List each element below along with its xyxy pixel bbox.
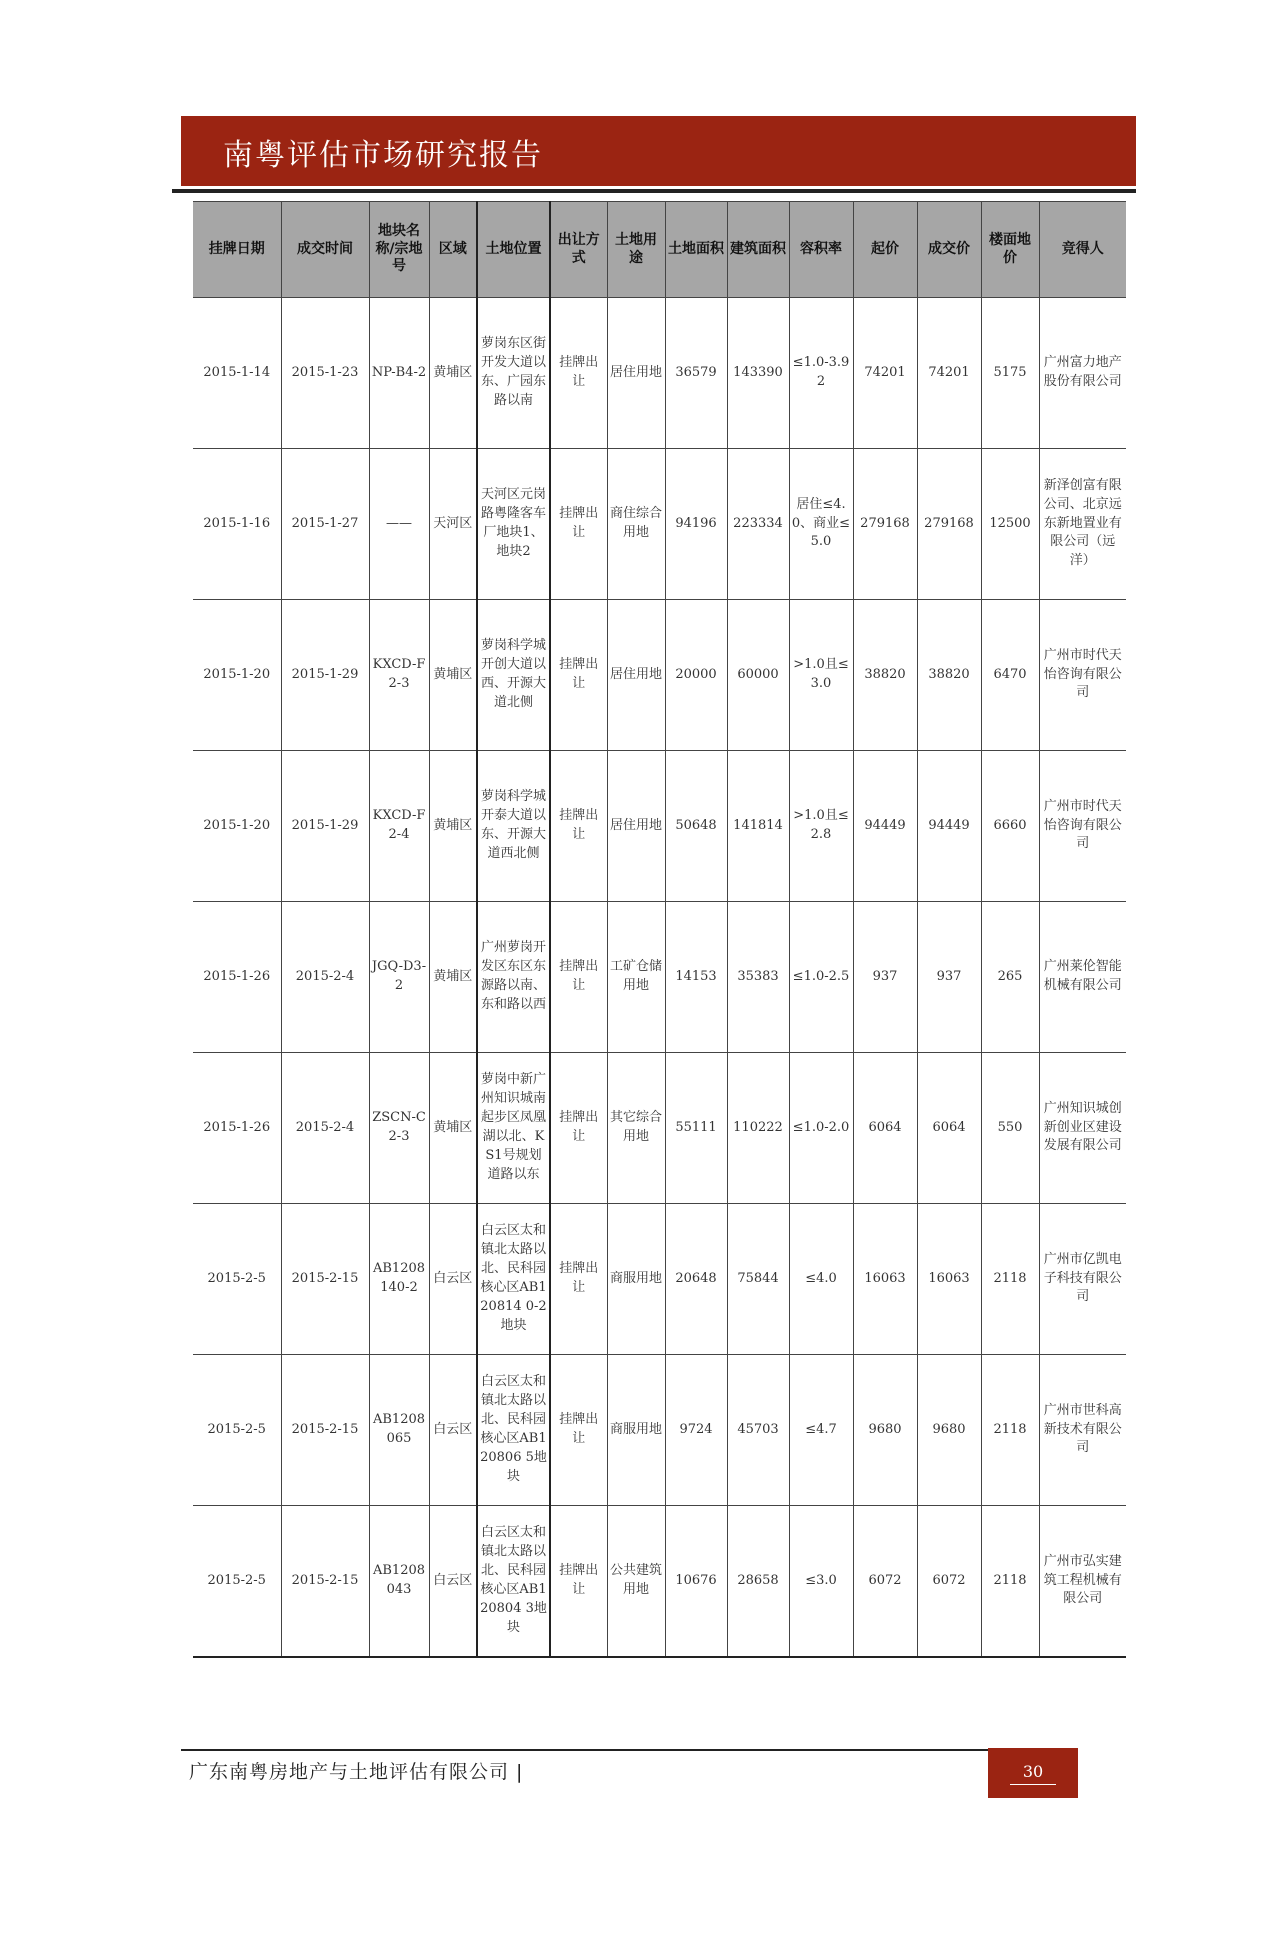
- land-area-cell: 50648: [665, 751, 727, 902]
- deal-price-cell: 38820: [917, 600, 981, 751]
- starting-price-cell: 94449: [853, 751, 917, 902]
- transfer-method-cell: 挂牌出让: [550, 600, 607, 751]
- plot-ratio-cell: ≤4.7: [789, 1355, 853, 1506]
- floor-price-cell: 550: [981, 1053, 1039, 1204]
- report-title: 南粤评估市场研究报告: [223, 138, 543, 173]
- plot-ratio-cell: >1.0且≤2.8: [789, 751, 853, 902]
- location-cell: 萝岗东区街开发大道以东、广园东路以南: [477, 298, 550, 449]
- parcel-id-cell: KXCD-F2-3: [369, 600, 429, 751]
- winner-cell: 广州富力地产股份有限公司: [1039, 298, 1126, 449]
- footer-divider: [181, 1749, 990, 1751]
- building-area-cell: 45703: [727, 1355, 789, 1506]
- col-header: 土地面积: [665, 202, 727, 298]
- parcel-id-cell: ZSCN-C2-3: [369, 1053, 429, 1204]
- plot-ratio-cell: ≤1.0-3.92: [789, 298, 853, 449]
- starting-price-cell: 6072: [853, 1506, 917, 1658]
- transfer-method-cell: 挂牌出让: [550, 902, 607, 1053]
- land-use-cell: 工矿仓储用地: [607, 902, 665, 1053]
- location-cell: 萝岗科学城开泰大道以东、开源大道西北侧: [477, 751, 550, 902]
- starting-price-cell: 279168: [853, 449, 917, 600]
- transfer-method-cell: 挂牌出让: [550, 1506, 607, 1658]
- plot-ratio-cell: >1.0且≤3.0: [789, 600, 853, 751]
- starting-price-cell: 38820: [853, 600, 917, 751]
- starting-price-cell: 74201: [853, 298, 917, 449]
- table-row: [193, 1355, 1126, 1506]
- deal-price-cell: 279168: [917, 449, 981, 600]
- col-header: 竞得人: [1039, 202, 1126, 298]
- deal-price-cell: 16063: [917, 1204, 981, 1355]
- floor-price-cell: 2118: [981, 1355, 1039, 1506]
- location-cell: 广州萝岗开发区东区东源路以南、东和路以西: [477, 902, 550, 1053]
- listing-date-cell: 2015-1-26: [193, 1053, 281, 1204]
- land-transactions-table-container: [193, 201, 1126, 1658]
- parcel-id-cell: AB1208043: [369, 1506, 429, 1658]
- table-header-row: [193, 202, 1126, 298]
- table-row: [193, 298, 1126, 449]
- listing-date-cell: 2015-1-20: [193, 751, 281, 902]
- deal-price-cell: 6064: [917, 1053, 981, 1204]
- location-cell: 白云区太和镇北太路以北、民科园核心区AB120804 3地块: [477, 1506, 550, 1658]
- building-area-cell: 141814: [727, 751, 789, 902]
- building-area-cell: 35383: [727, 902, 789, 1053]
- building-area-cell: 60000: [727, 600, 789, 751]
- floor-price-cell: 12500: [981, 449, 1039, 600]
- district-cell: 白云区: [429, 1355, 477, 1506]
- header-divider: [172, 189, 1136, 193]
- winner-cell: 广州市弘实建筑工程机械有限公司: [1039, 1506, 1126, 1658]
- listing-date-cell: 2015-2-5: [193, 1204, 281, 1355]
- col-header: 起价: [853, 202, 917, 298]
- district-cell: 白云区: [429, 1506, 477, 1658]
- parcel-id-cell: KXCD-F2-4: [369, 751, 429, 902]
- starting-price-cell: 6064: [853, 1053, 917, 1204]
- land-use-cell: 居住用地: [607, 600, 665, 751]
- table-row: [193, 1053, 1126, 1204]
- deal-price-cell: 937: [917, 902, 981, 1053]
- winner-cell: 广州市世科高新技术有限公司: [1039, 1355, 1126, 1506]
- listing-date-cell: 2015-2-5: [193, 1506, 281, 1658]
- land-use-cell: 商住综合用地: [607, 449, 665, 600]
- location-cell: 白云区太和镇北太路以北、民科园核心区AB120814 0-2地块: [477, 1204, 550, 1355]
- winner-cell: 广州市亿凯电子科技有限公司: [1039, 1204, 1126, 1355]
- deal-date-cell: 2015-2-15: [281, 1204, 369, 1355]
- winner-cell: 新泽创富有限公司、北京远东新地置业有限公司（远洋）: [1039, 449, 1126, 600]
- page-number: 30: [1022, 1762, 1044, 1781]
- winner-cell: 广州知识城创新创业区建设发展有限公司: [1039, 1053, 1126, 1204]
- land-area-cell: 10676: [665, 1506, 727, 1658]
- district-cell: 黄埔区: [429, 600, 477, 751]
- district-cell: 天河区: [429, 449, 477, 600]
- parcel-id-cell: JGQ-D3-2: [369, 902, 429, 1053]
- winner-cell: 广州莱伦智能机械有限公司: [1039, 902, 1126, 1053]
- col-header: 容积率: [789, 202, 853, 298]
- table-row: [193, 600, 1126, 751]
- deal-date-cell: 2015-2-15: [281, 1506, 369, 1658]
- col-header: 土地位置: [477, 202, 550, 298]
- table-row: [193, 751, 1126, 902]
- floor-price-cell: 6470: [981, 600, 1039, 751]
- deal-date-cell: 2015-2-4: [281, 1053, 369, 1204]
- listing-date-cell: 2015-1-26: [193, 902, 281, 1053]
- building-area-cell: 28658: [727, 1506, 789, 1658]
- transfer-method-cell: 挂牌出让: [550, 298, 607, 449]
- land-area-cell: 20648: [665, 1204, 727, 1355]
- district-cell: 黄埔区: [429, 902, 477, 1053]
- parcel-id-cell: AB1208065: [369, 1355, 429, 1506]
- starting-price-cell: 16063: [853, 1204, 917, 1355]
- location-cell: 萝岗科学城开创大道以西、开源大道北侧: [477, 600, 550, 751]
- district-cell: 黄埔区: [429, 1053, 477, 1204]
- col-header: 土地用途: [607, 202, 665, 298]
- starting-price-cell: 9680: [853, 1355, 917, 1506]
- starting-price-cell: 937: [853, 902, 917, 1053]
- col-header: 建筑面积: [727, 202, 789, 298]
- plot-ratio-cell: ≤3.0: [789, 1506, 853, 1658]
- transfer-method-cell: 挂牌出让: [550, 449, 607, 600]
- land-transactions-table: [193, 201, 1126, 1658]
- deal-date-cell: 2015-2-4: [281, 902, 369, 1053]
- col-header: 出让方式: [550, 202, 607, 298]
- land-use-cell: 商服用地: [607, 1204, 665, 1355]
- deal-price-cell: 6072: [917, 1506, 981, 1658]
- floor-price-cell: 2118: [981, 1204, 1039, 1355]
- location-cell: 白云区太和镇北太路以北、民科园核心区AB120806 5地块: [477, 1355, 550, 1506]
- transfer-method-cell: 挂牌出让: [550, 1355, 607, 1506]
- table-row: [193, 902, 1126, 1053]
- deal-date-cell: 2015-1-27: [281, 449, 369, 600]
- land-area-cell: 20000: [665, 600, 727, 751]
- parcel-id-cell: NP-B4-2: [369, 298, 429, 449]
- floor-price-cell: 265: [981, 902, 1039, 1053]
- listing-date-cell: 2015-1-20: [193, 600, 281, 751]
- col-header: 楼面地价: [981, 202, 1039, 298]
- winner-cell: 广州市时代天怡咨询有限公司: [1039, 600, 1126, 751]
- deal-price-cell: 94449: [917, 751, 981, 902]
- land-area-cell: 55111: [665, 1053, 727, 1204]
- table-row: [193, 1204, 1126, 1355]
- table-row: [193, 1506, 1126, 1658]
- table-body: [193, 298, 1126, 1658]
- building-area-cell: 223334: [727, 449, 789, 600]
- floor-price-cell: 6660: [981, 751, 1039, 902]
- plot-ratio-cell: 居住≤4.0、商业≤5.0: [789, 449, 853, 600]
- table-row: [193, 449, 1126, 600]
- transfer-method-cell: 挂牌出让: [550, 1053, 607, 1204]
- deal-date-cell: 2015-1-23: [281, 298, 369, 449]
- plot-ratio-cell: ≤1.0-2.0: [789, 1053, 853, 1204]
- land-use-cell: 商服用地: [607, 1355, 665, 1506]
- page-number-underline: [1010, 1784, 1056, 1785]
- col-header: 挂牌日期: [193, 202, 281, 298]
- land-use-cell: 居住用地: [607, 751, 665, 902]
- plot-ratio-cell: ≤1.0-2.5: [789, 902, 853, 1053]
- building-area-cell: 110222: [727, 1053, 789, 1204]
- deal-date-cell: 2015-1-29: [281, 600, 369, 751]
- building-area-cell: 143390: [727, 298, 789, 449]
- land-area-cell: 14153: [665, 902, 727, 1053]
- land-area-cell: 9724: [665, 1355, 727, 1506]
- transfer-method-cell: 挂牌出让: [550, 751, 607, 902]
- deal-date-cell: 2015-1-29: [281, 751, 369, 902]
- land-area-cell: 94196: [665, 449, 727, 600]
- deal-price-cell: 74201: [917, 298, 981, 449]
- land-area-cell: 36579: [665, 298, 727, 449]
- deal-date-cell: 2015-2-15: [281, 1355, 369, 1506]
- land-use-cell: 居住用地: [607, 298, 665, 449]
- parcel-id-cell: AB1208140-2: [369, 1204, 429, 1355]
- winner-cell: 广州市时代天怡咨询有限公司: [1039, 751, 1126, 902]
- listing-date-cell: 2015-2-5: [193, 1355, 281, 1506]
- floor-price-cell: 5175: [981, 298, 1039, 449]
- listing-date-cell: 2015-1-14: [193, 298, 281, 449]
- plot-ratio-cell: ≤4.0: [789, 1204, 853, 1355]
- transfer-method-cell: 挂牌出让: [550, 1204, 607, 1355]
- deal-price-cell: 9680: [917, 1355, 981, 1506]
- district-cell: 白云区: [429, 1204, 477, 1355]
- footer-company-name: 广东南粤房地产与土地评估有限公司 |: [189, 1761, 524, 1783]
- land-use-cell: 其它综合用地: [607, 1053, 665, 1204]
- floor-price-cell: 2118: [981, 1506, 1039, 1658]
- district-cell: 黄埔区: [429, 298, 477, 449]
- location-cell: 天河区元岗路粤隆客车厂地块1、地块2: [477, 449, 550, 600]
- location-cell: 萝岗中新广州知识城南起步区凤凰湖以北、KS1号规划道路以东: [477, 1053, 550, 1204]
- col-header: 成交价: [917, 202, 981, 298]
- col-header: 地块名称/宗地号: [369, 202, 429, 298]
- district-cell: 黄埔区: [429, 751, 477, 902]
- report-header-banner: [181, 116, 1136, 186]
- parcel-id-cell: ——: [369, 449, 429, 600]
- col-header: 成交时间: [281, 202, 369, 298]
- land-use-cell: 公共建筑用地: [607, 1506, 665, 1658]
- page-number-badge: [988, 1748, 1078, 1798]
- col-header: 区域: [429, 202, 477, 298]
- building-area-cell: 75844: [727, 1204, 789, 1355]
- listing-date-cell: 2015-1-16: [193, 449, 281, 600]
